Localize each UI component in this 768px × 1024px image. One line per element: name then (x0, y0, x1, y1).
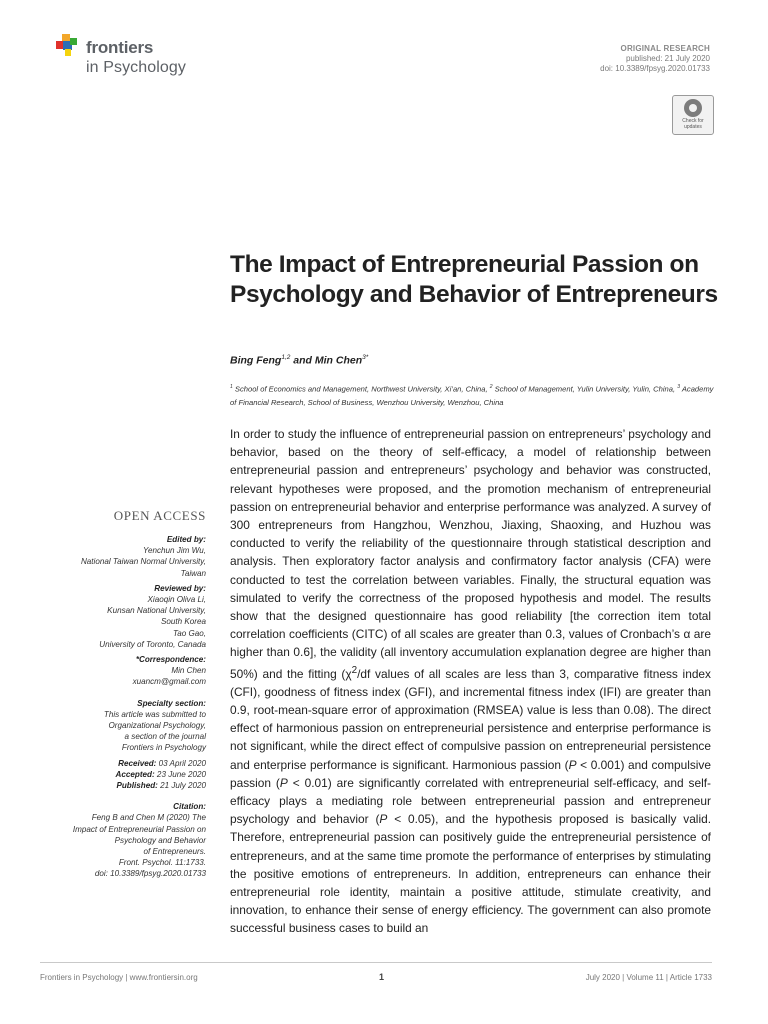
footer-journal-link[interactable]: Frontiers in Psychology | www.frontiersin.org (40, 973, 198, 982)
citation-heading: Citation: (173, 802, 206, 812)
abstract-part-2: /df values of all scales are less than 3, comparative fitness index (CFI), goodness of fitness index (GFI), and incremental fitness index (IFI) are greater than 0.9, root-mean-square error of approximation (RMSEA) value is less than 0.08). The direct effect of harmonious passion on entrepreneurial persistence and enterprise performance is not significant, while the direct effect of compulsive passion on entrepreneurial persistence and enterprise performance is significant. Harmonious passion ( (230, 666, 711, 772)
article-doi[interactable]: doi: 10.3389/fpsyg.2020.01733 (600, 64, 710, 73)
citation-line: of Entrepreneurs. (143, 847, 206, 857)
reviewer-line: University of Toronto, Canada (99, 639, 206, 649)
accepted-label: Accepted: (115, 769, 155, 779)
author-2-affil: 3* (362, 354, 369, 361)
citation-line: Front. Psychol. 11:1733. (118, 858, 206, 868)
reviewer-line: South Korea (161, 617, 206, 627)
badge-line-2: updates (684, 124, 702, 130)
article-info-sidebar (40, 534, 206, 884)
published-date-sidebar: 21 July 2020 (157, 781, 206, 791)
author-1[interactable]: Bing Feng (230, 354, 282, 367)
author-conjunction: and (290, 354, 315, 367)
article-header-meta (600, 44, 710, 74)
abstract (230, 425, 711, 938)
citation-doi[interactable]: doi: 10.3389/fpsyg.2020.01733 (94, 869, 206, 879)
affil-marker-1: 1 (230, 384, 233, 390)
specialty-section (40, 698, 206, 754)
specialty-line: This article was submitted to (103, 709, 206, 719)
logo-brand: frontiers (86, 38, 154, 57)
reviewed-by-heading: Reviewed by: (154, 583, 206, 593)
footer-issue-info: July 2020 | Volume 11 | Article 1733 (585, 973, 712, 982)
published-date: published: 21 July 2020 (625, 54, 710, 63)
check-for-updates-badge[interactable] (672, 95, 714, 135)
article-title: The Impact of Entrepreneurial Passion on Psychology and Behavior of Entrepreneurs (230, 251, 718, 308)
p-value-symbol: P (279, 775, 288, 790)
badge-line-1: Check for (682, 118, 704, 124)
editor-line: Yenchun Jim Wu, (143, 546, 206, 556)
abstract-part-4: < 0.01) are significantly correlated with entrepreneurial self-efficacy, and self-efficacy plays a mediating role between entrepreneurial passion and entrepreneur psychology and behavior ( (230, 775, 712, 827)
specialty-line: Frontiers in Psychology (121, 743, 206, 753)
citation-line: Feng B and Chen M (2020) The (91, 813, 206, 823)
frontiers-logo-icon (56, 34, 82, 60)
received-date: 03 April 2020 (156, 758, 206, 768)
abstract-part-1: In order to study the influence of entrepreneurial passion on entrepreneurs’ psychology and behavior, based on the theory of self-efficacy, a model of relationship between entrepreneurial passion and entrepreneurs’ psychology and behavior was constructed, relevant hypotheses were proposed, and the promotion mechanism of entrepreneurial passion on entrepreneurial behavior and enterprise performance was analyzed. A survey of 300 entrepreneurs from Hangzhou, Wenzhou, Jiaxing, Shaoxing, and Huzhou was conducted to verify the reliability of the questionnaire through statistical description and analysis. Then exploratory factor analysis and confirmatory factor analysis (CFA) were conducted to test the correlation between variables. Finally, the structural equation was simulated to verify the correctness of the proposed hypothesis and model. The results show that the designed questionnaire has good reliability [the correction item total correlation coefficients (CITC) of all scales are greater than 0.3, values of Cronbach’s α are higher than 0.6], the validity (all inventory accumulation explanation degree are higher than 50%) and the fitting (χ (230, 427, 711, 681)
edited-by-heading: Edited by: (166, 535, 206, 544)
correspondence-name: Min Chen (171, 666, 206, 676)
specialty-line: Organizational Psychology, (108, 721, 206, 731)
article-type: ORIGINAL RESEARCH (620, 44, 710, 53)
check-updates-icon (684, 99, 702, 117)
badge-label (673, 118, 713, 130)
frontiers-logo[interactable] (56, 32, 216, 82)
author-2[interactable]: Min Chen (314, 354, 363, 367)
correspondence-email[interactable]: xuancm@gmail.com (132, 677, 206, 687)
citation-section (40, 801, 206, 879)
abstract-part-3: < 0.001) and compulsive passion ( (230, 757, 711, 790)
author-1-affil: 1,2 (281, 354, 291, 361)
received-label: Received: (118, 758, 157, 768)
reviewer-line: Kunsan National University, (107, 606, 206, 616)
specialty-line: a section of the journal (124, 732, 206, 742)
affiliation-1: School of Economics and Management, Northwest University, Xi’an, China, (232, 384, 490, 394)
page-number: 1 (379, 972, 385, 982)
abstract-part-5: < 0.05), and the hypothesis proposed is basically valid. Therefore, entrepreneurial passion can positively guide the entrepreneurial persistence of entrepreneurs, and at the same time promote the performance of enterprises by stimulating the positive emotions of entrepreneurs. In addition, entrepreneurs can enhance their entrepreneurial role identity, maintain a positive attitude, stimulate creativity, and innovation, to enhance their sense of energy efficiency. The government can also promote successful business cases to build an (230, 812, 712, 936)
accepted-date: 23 June 2020 (154, 769, 206, 779)
reviewer-line: Xiaoqin Oliva Li, (147, 595, 206, 605)
p-value-symbol: P (379, 812, 388, 827)
logo-journal-name: in Psychology (86, 59, 187, 76)
p-value-symbol: P (568, 757, 577, 772)
correspondence-heading: *Correspondence: (135, 655, 206, 665)
affiliation-2: School of Management, Yulin University, Yulin, China, (492, 384, 678, 394)
published-label: Published: (116, 781, 158, 791)
citation-line: Impact of Entrepreneurial Passion on (72, 824, 206, 834)
reviewer-line: Tao Gao, (173, 628, 206, 638)
edited-by-section (40, 534, 206, 579)
open-access-label: OPEN ACCESS (113, 508, 206, 523)
affil-marker-2: 2 (489, 384, 493, 390)
citation-line: Psychology and Behavior (114, 835, 206, 845)
affiliations (230, 381, 714, 409)
dates-section (40, 758, 206, 792)
specialty-heading: Specialty section: (137, 698, 206, 708)
editor-line: Taiwan (180, 568, 206, 578)
affil-marker-3: 3 (677, 384, 680, 390)
chi-square-superscript: 2 (351, 664, 358, 676)
author-list (230, 354, 368, 367)
footer-divider (40, 962, 712, 963)
affiliation-3: Academy of Financial Research, School of Business, Wenzhou University, Wenzhou, China (230, 384, 714, 407)
editor-line: National Taiwan Normal University, (80, 557, 206, 567)
correspondence-section (40, 654, 206, 688)
reviewed-by-section (40, 583, 206, 650)
